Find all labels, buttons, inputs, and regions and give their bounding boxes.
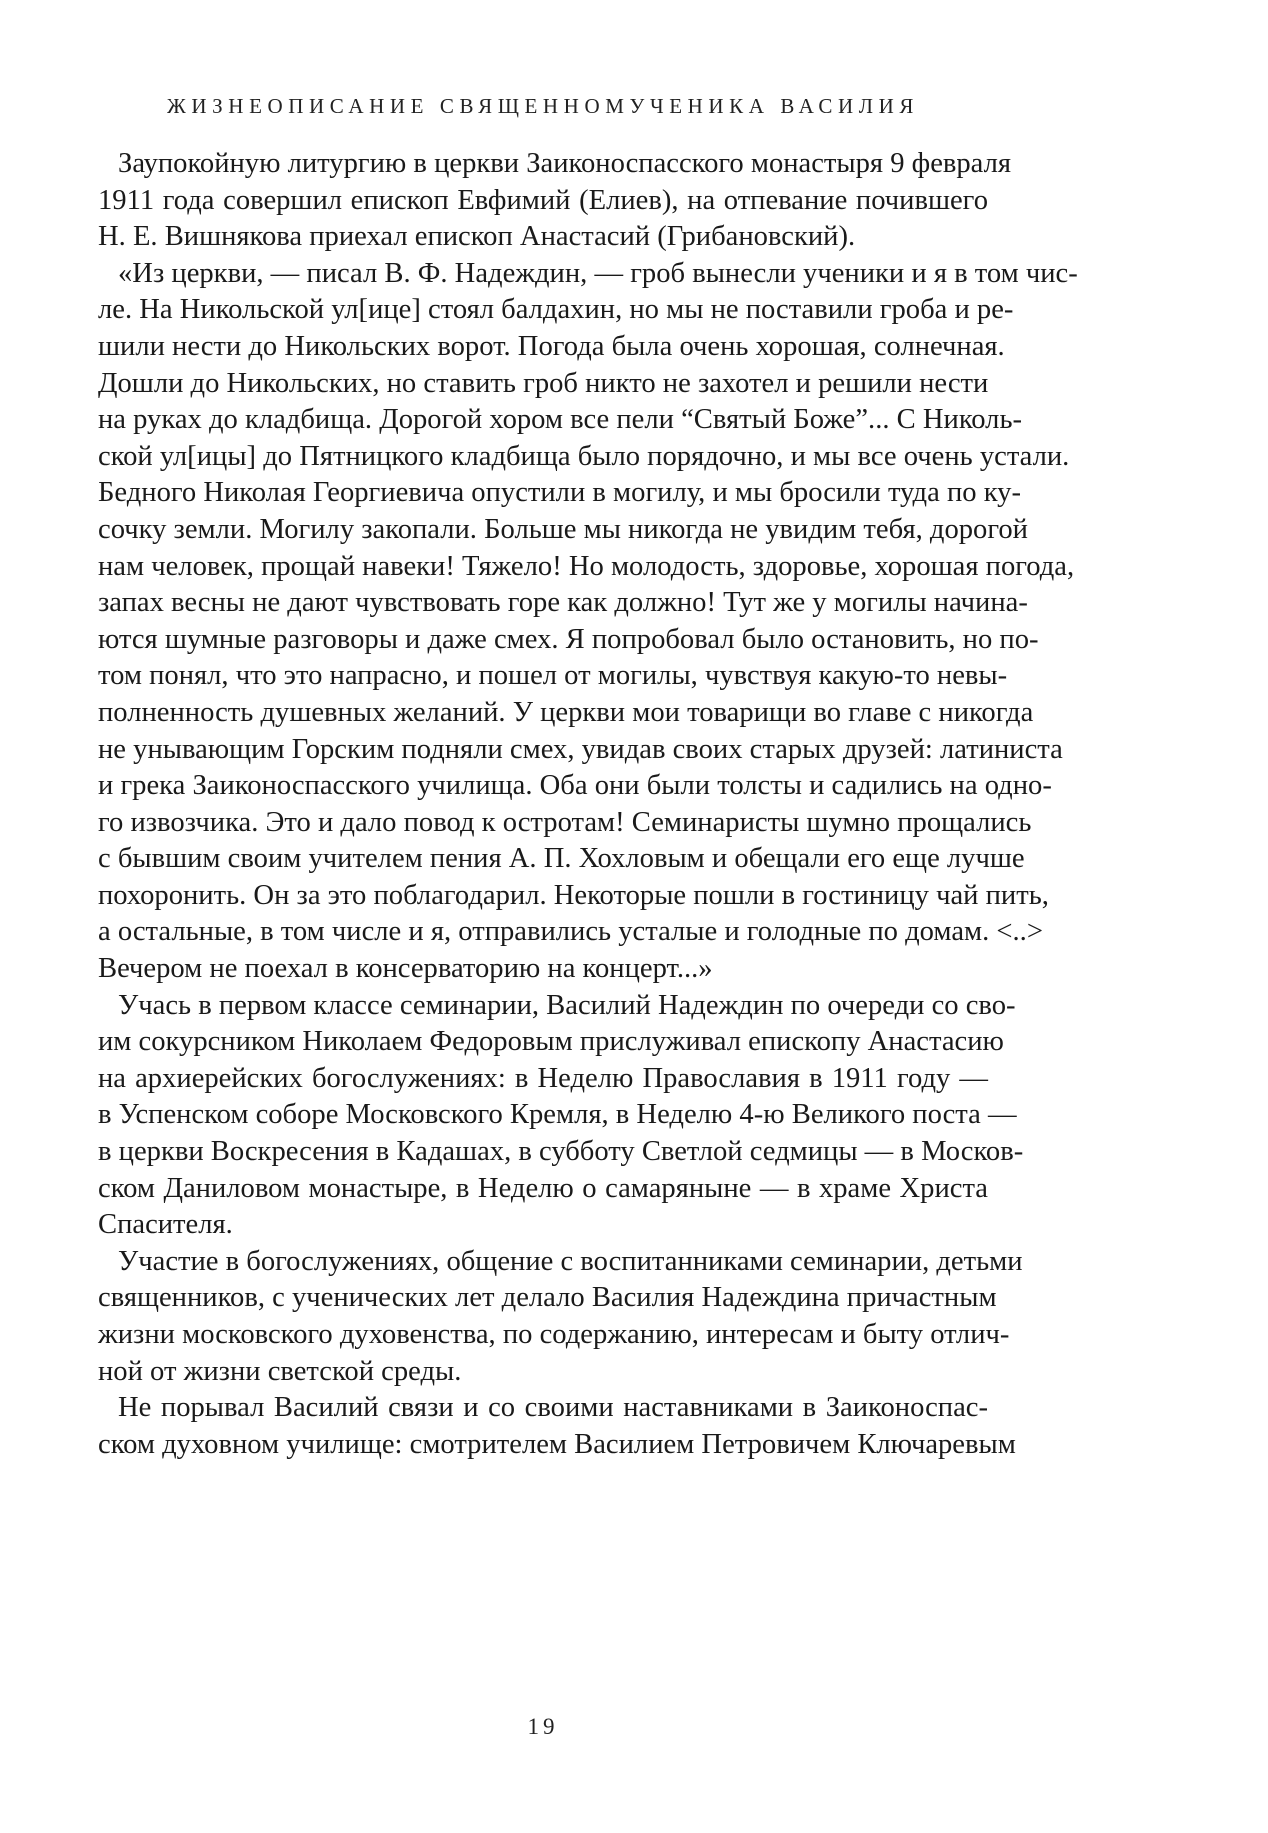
text-line: ской ул[ицы] до Пятницкого кладбища было порядочно, и мы все очень устали. xyxy=(98,440,1070,472)
text-line: Учась в первом классе семинарии, Василий Надеждин по очереди со сво- xyxy=(118,989,1016,1021)
text-line: ском духовном училище: смотрителем Василием Петровичем Ключаревым xyxy=(98,1428,1016,1460)
text-line: сочку земли. Могилу закопали. Больше мы никогда не увидим тебя, дорогой xyxy=(98,513,1028,545)
text-line: нам человек, прощай навеки! Тяжело! Но молодость, здоровье, хорошая погода, xyxy=(98,550,1075,582)
text-line: священников, с ученических лет делало Василия Надеждина причастным xyxy=(98,1282,997,1314)
paragraph-2 xyxy=(98,256,1078,988)
text-line: 1911 года совершил епископ Евфимий (Елиев), на отпевание почившего xyxy=(98,184,988,216)
running-head: ЖИЗНЕОПИСАНИЕ СВЯЩЕННОМУЧЕНИКА ВАСИЛИЯ xyxy=(167,94,919,118)
text-line: Дошли до Никольских, но ставить гроб никто не захотел и решили нести xyxy=(98,367,989,399)
text-line: ной от жизни светской среды. xyxy=(98,1355,462,1387)
paragraph-1 xyxy=(98,146,1012,256)
text-line: на руках до кладбища. Дорогой хором все пели “Святый Боже”... С Николь- xyxy=(98,404,1023,436)
text-line: том понял, что это напрасно, и пошел от могилы, чувствуя какую-то невы- xyxy=(98,660,1008,692)
text-line: шили нести до Никольских ворот. Погода была очень хорошая, солнечная. xyxy=(98,330,1005,362)
text-line: «Из церкви, — писал В. Ф. Надеждин, — гроб вынесли ученики и я в том чис- xyxy=(118,257,1078,289)
text-line: с бывшим своим учителем пения А. П. Хохловым и обещали его еще лучше xyxy=(98,843,1025,875)
text-line: а остальные, в том числе и я, отправились усталые и голодные по домам. <..> xyxy=(98,916,1043,948)
text-line: Вечером не поехал в консерваторию на концерт...» xyxy=(98,953,713,985)
text-line: в Успенском соборе Московского Кремля, в Неделю 4-ю Великого поста — xyxy=(98,1099,1017,1131)
text-line: им сокурсником Николаем Федоровым прислуживал епископу Анастасию xyxy=(98,1026,1004,1058)
text-line: на архиерейских богослужениях: в Неделю Православия в 1911 году — xyxy=(98,1062,988,1094)
paragraph-3 xyxy=(98,988,1024,1244)
text-line: в церкви Воскресения в Кадашах, в субботу Светлой седмицы — в Москов- xyxy=(98,1136,1024,1168)
text-line: ются шумные разговоры и даже смех. Я попробовал было остановить, но по- xyxy=(98,623,1039,655)
text-line: запах весны не дают чувствовать горе как должно! Тут же у могилы начина- xyxy=(98,587,1028,619)
text-line: похоронить. Он за это поблагодарил. Некоторые пошли в гостиницу чай пить, xyxy=(98,879,1049,911)
page-number: 19 xyxy=(527,1714,559,1739)
text-line: ском Даниловом монастыре, в Неделю о самаряныне — в храме Христа xyxy=(98,1172,988,1204)
text-line: Бедного Николая Георгиевича опустили в могилу, и мы бросили туда по ку- xyxy=(98,477,1021,509)
text-line: ле. На Никольской ул[ице] стоял балдахин, но мы не поставили гроба и ре- xyxy=(98,294,1014,326)
text-line: и грека Заиконоспасского училища. Оба они были толсты и садились на одно- xyxy=(98,770,1052,802)
text-line: го извозчика. Это и дало повод к остротам! Семинаристы шумно прощались xyxy=(98,806,1032,838)
text-line: Спасителя. xyxy=(98,1209,233,1241)
text-line: Н. Е. Вишнякова приехал епископ Анастасий (Грибановский). xyxy=(98,221,856,253)
paragraph-4 xyxy=(98,1244,1023,1390)
text-line: Участие в богослужениях, общение с воспитанниками семинарии, детьми xyxy=(118,1245,1023,1277)
paragraph-5 xyxy=(98,1390,1016,1463)
text-line: не унывающим Горским подняли смех, увидав своих старых друзей: латиниста xyxy=(98,733,1063,765)
body-text xyxy=(98,146,1078,1463)
text-line: Не порывал Василий связи и со своими наставниками в Заиконоспас- xyxy=(118,1392,988,1424)
text-line: жизни московского духовенства, по содержанию, интересам и быту отлич- xyxy=(98,1319,1010,1350)
text-line: полненность душевных желаний. У церкви мои товарищи во главе с никогда xyxy=(98,696,1034,728)
text-line: Заупокойную литургию в церкви Заиконоспасского монастыря 9 февраля xyxy=(118,148,1012,179)
